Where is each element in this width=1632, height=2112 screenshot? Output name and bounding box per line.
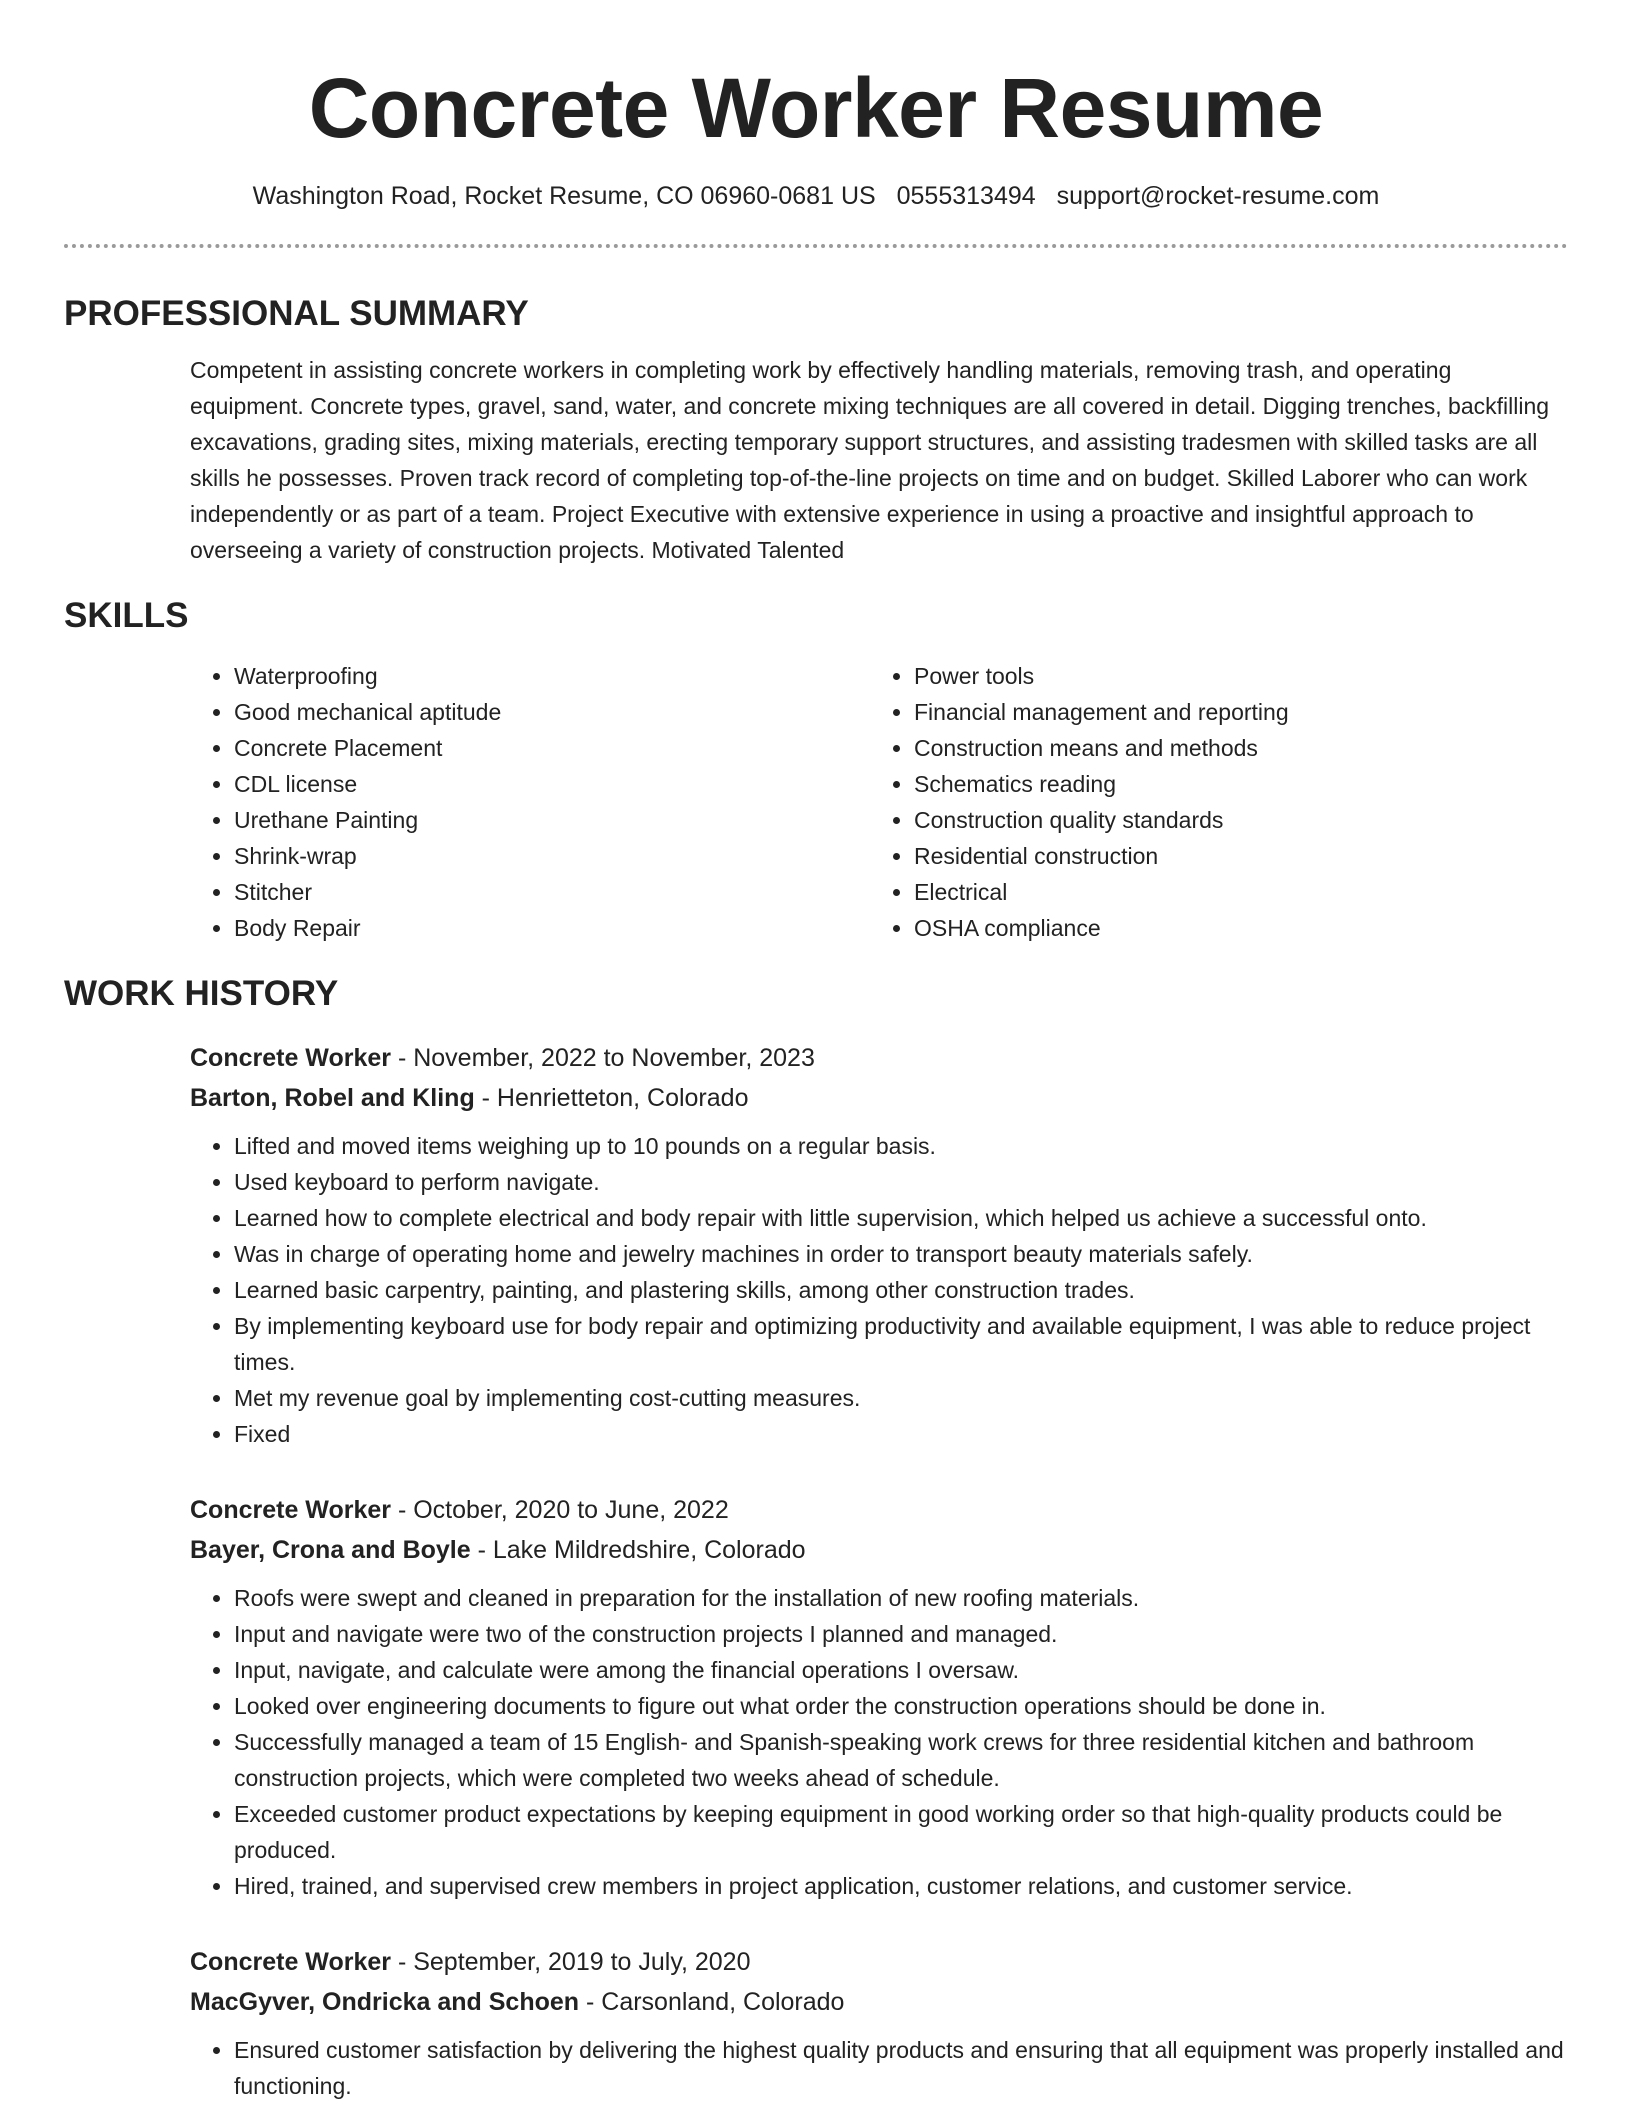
skills-column-right xyxy=(870,658,1550,946)
section-title-work-history: WORK HISTORY xyxy=(64,974,339,1013)
skill-item: • Body Repair xyxy=(234,910,870,946)
contact-line xyxy=(64,180,1568,212)
job-bullet: • Lifted and moved items weighing up to 10 pounds on a regular basis. xyxy=(234,1128,1568,1164)
job-bullets xyxy=(190,2032,1568,2104)
skill-item: • Power tools xyxy=(914,658,1550,694)
job-bullet: • Used keyboard to perform navigate. xyxy=(234,1164,1568,1200)
skills-column-left xyxy=(190,658,870,946)
section-title-skills: SKILLS xyxy=(64,596,189,635)
skill-item: • CDL license xyxy=(234,766,870,802)
job-bullet: • By implementing keyboard use for body repair and optimizing productivity and available equipment, I was able to reduce project times. xyxy=(234,1308,1568,1380)
job-company: Bayer, Crona and Boyle xyxy=(190,1536,471,1564)
skill-item: • Construction quality standards xyxy=(914,802,1550,838)
job-bullet: • Ensured customer satisfaction by delivering the highest quality products and ensuring that all equipment was properly installed and functioning. xyxy=(234,2032,1568,2104)
job-dates: - October, 2020 to June, 2022 xyxy=(391,1496,729,1524)
skill-item: • OSHA compliance xyxy=(914,910,1550,946)
job-role-line xyxy=(190,1942,1568,1982)
job-bullets xyxy=(190,1128,1568,1452)
job-company-line xyxy=(190,1530,1568,1570)
job-dates: - September, 2019 to July, 2020 xyxy=(391,1948,751,1976)
job-role: Concrete Worker xyxy=(190,1044,391,1072)
skill-item: • Urethane Painting xyxy=(234,802,870,838)
job-bullet: • Input and navigate were two of the construction projects I planned and managed. xyxy=(234,1616,1568,1652)
job-company: Barton, Robel and Kling xyxy=(190,1084,475,1112)
job-location: - Lake Mildredshire, Colorado xyxy=(470,1536,806,1564)
skill-item: • Schematics reading xyxy=(914,766,1550,802)
job-bullet: • Hired, trained, and supervised crew members in project application, customer relations, and customer service. xyxy=(234,1868,1568,1904)
job-bullets xyxy=(190,1580,1568,1904)
job-entry xyxy=(190,1038,1568,1452)
job-bullet: • Learned basic carpentry, painting, and plastering skills, among other construction trades. xyxy=(234,1272,1568,1308)
summary-text: Competent in assisting concrete workers in completing work by effectively handling materials, removing trash, and operating equipment. Concrete types, gravel, sand, water, and concrete mixing techniques are all covered in detail. Digging trenches, backfilling excavations, grading sites, mixing materials, erecting temporary support structures, and assisting tradesmen with skilled tasks are all skills he possesses. Proven track record of completing top-of-the-line projects on time and on budget. Skilled Laborer who can work independently or as part of a team. Project Executive with extensive experience in using a proactive and insightful approach to overseeing a variety of construction projects. Motivated Talented xyxy=(190,357,1550,563)
job-dates: - November, 2022 to November, 2023 xyxy=(391,1044,815,1072)
job-bullet: • Looked over engineering documents to figure out what order the construction operations should be done in. xyxy=(234,1688,1568,1724)
skill-item: • Electrical xyxy=(914,874,1550,910)
skills-list xyxy=(190,658,1568,946)
contact-address: Washington Road, Rocket Resume, CO 06960-0681 US xyxy=(252,182,876,210)
job-role-line xyxy=(190,1038,1568,1078)
skill-item: • Stitcher xyxy=(234,874,870,910)
job-location: - Henrietteton, Colorado xyxy=(474,1084,749,1112)
job-role: Concrete Worker xyxy=(190,1948,391,1976)
skill-item: • Construction means and methods xyxy=(914,730,1550,766)
job-company: MacGyver, Ondricka and Schoen xyxy=(190,1988,580,2016)
skill-item: • Concrete Placement xyxy=(234,730,870,766)
job-bullet: • Learned how to complete electrical and body repair with little supervision, which helped us achieve a successful onto. xyxy=(234,1200,1568,1236)
job-bullet: • Was in charge of operating home and jewelry machines in order to transport beauty materials safely. xyxy=(234,1236,1568,1272)
contact-phone: 0555313494 xyxy=(896,182,1036,210)
job-bullet: • Met my revenue goal by implementing cost-cutting measures. xyxy=(234,1380,1568,1416)
skill-item: • Shrink-wrap xyxy=(234,838,870,874)
header-divider xyxy=(64,244,1568,248)
job-bullet: • Exceeded customer product expectations by keeping equipment in good working order so that high-quality products could be produced. xyxy=(234,1796,1568,1868)
job-entry xyxy=(190,1942,1568,2104)
job-bullet: • Successfully managed a team of 15 English- and Spanish-speaking work crews for three residential kitchen and bathroom construction projects, which were completed two weeks ahead of schedule. xyxy=(234,1724,1568,1796)
job-bullet: • Fixed xyxy=(234,1416,1568,1452)
job-bullet: • Input, navigate, and calculate were among the financial operations I oversaw. xyxy=(234,1652,1568,1688)
job-role: Concrete Worker xyxy=(190,1496,391,1524)
skill-item: • Residential construction xyxy=(914,838,1550,874)
resume-title: Concrete Worker Resume xyxy=(308,61,1324,155)
skill-item: • Good mechanical aptitude xyxy=(234,694,870,730)
section-title-summary: PROFESSIONAL SUMMARY xyxy=(64,294,529,333)
job-location: - Carsonland, Colorado xyxy=(579,1988,845,2016)
contact-email: support@rocket-resume.com xyxy=(1056,182,1380,210)
job-entry xyxy=(190,1490,1568,1904)
job-role-line xyxy=(190,1490,1568,1530)
job-bullet: • Roofs were swept and cleaned in preparation for the installation of new roofing materials. xyxy=(234,1580,1568,1616)
job-company-line xyxy=(190,1982,1568,2022)
job-company-line xyxy=(190,1078,1568,1118)
skill-item: • Waterproofing xyxy=(234,658,870,694)
skill-item: • Financial management and reporting xyxy=(914,694,1550,730)
